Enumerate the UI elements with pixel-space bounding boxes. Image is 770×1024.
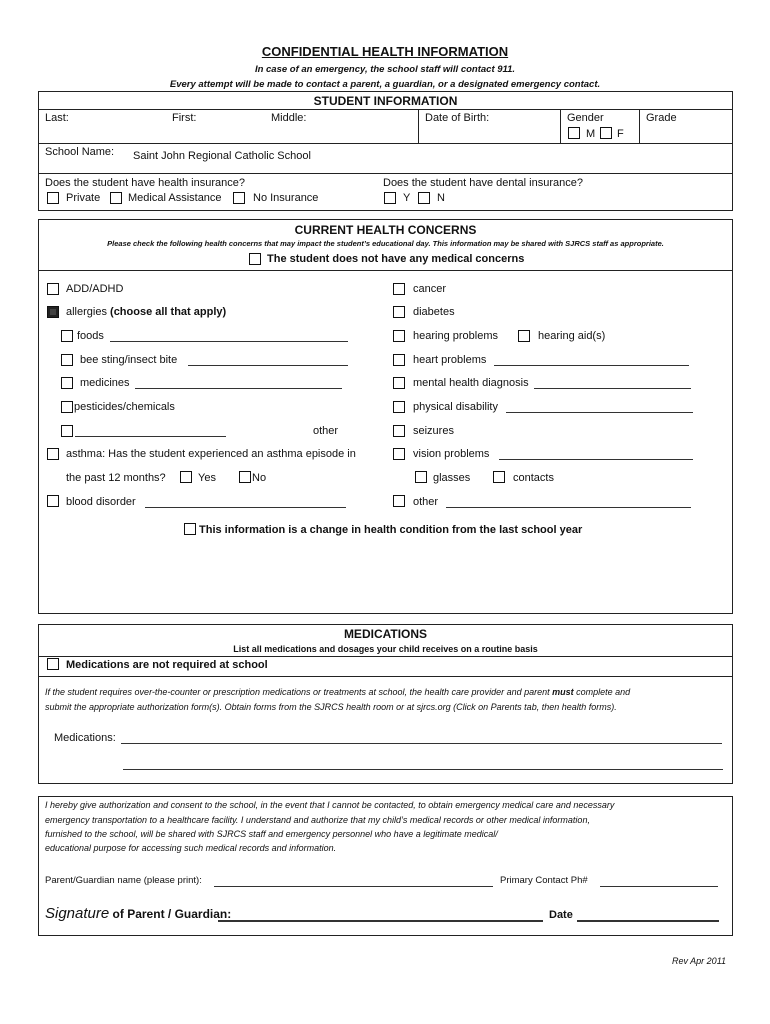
other-concern-line[interactable] bbox=[446, 507, 691, 508]
asthma-checkbox[interactable] bbox=[47, 448, 59, 460]
date-line[interactable] bbox=[577, 920, 719, 922]
glasses-label: glasses bbox=[433, 472, 471, 484]
hearing-problems-label: hearing problems bbox=[413, 330, 498, 342]
date-of-birth-label: Date of Birth: bbox=[425, 112, 490, 124]
physical-disability-label: physical disability bbox=[413, 401, 498, 413]
medications-instructions-line2: submit the appropriate authorization form(s). Obtain forms from the SJRCS health room or at sjrcs.org (Click on Parents tab, then health forms). bbox=[45, 702, 617, 712]
medicines-allergy-label: medicines bbox=[80, 377, 130, 389]
physical-disability-line[interactable] bbox=[506, 412, 693, 413]
health-concerns-note: Please check the following health concerns that may impact the student’s educational day. This information may be shared with SJRCS staff as appropriate. bbox=[107, 239, 664, 248]
instructions-text-a: If the student requires over-the-counter or prescription medications or treatments at school, the health care provider and parent bbox=[45, 687, 553, 697]
consent-line-3: furnished to the school, will be shared with SJRCS staff and emergency personnel who have a legitimate medical/ bbox=[45, 829, 498, 839]
other-allergy-checkbox[interactable] bbox=[61, 425, 73, 437]
last-name-label: Last: bbox=[45, 112, 69, 124]
contacts-label: contacts bbox=[513, 472, 554, 484]
gender-m-label: M bbox=[586, 128, 596, 140]
change-in-condition-label: This information is a change in health condition from the last school year bbox=[199, 524, 583, 536]
revision-note: Rev Apr 2011 bbox=[672, 956, 727, 966]
signature-rest: of Parent / Guardian: bbox=[109, 907, 232, 921]
dental-insurance-question: Does the student have dental insurance? bbox=[383, 177, 583, 189]
other-allergy-line[interactable] bbox=[75, 436, 226, 437]
medications-line-1[interactable] bbox=[121, 743, 722, 744]
bee-sting-line[interactable] bbox=[188, 365, 348, 366]
medications-not-required-label: Medications are not required at school bbox=[66, 659, 268, 671]
no-insurance-label: No Insurance bbox=[253, 192, 319, 204]
dental-yes-checkbox[interactable] bbox=[384, 192, 396, 204]
heart-problems-checkbox[interactable] bbox=[393, 354, 405, 366]
dental-no-checkbox[interactable] bbox=[418, 192, 430, 204]
blood-disorder-checkbox[interactable] bbox=[47, 495, 59, 507]
dental-yes-label: Y bbox=[403, 192, 411, 204]
medicines-allergy-checkbox[interactable] bbox=[61, 377, 73, 389]
date-label: Date bbox=[549, 909, 573, 921]
asthma-question-line2: the past 12 months? bbox=[66, 472, 166, 484]
parent-name-line[interactable] bbox=[214, 886, 493, 887]
gender-f-checkbox[interactable] bbox=[600, 127, 612, 139]
heart-problems-line[interactable] bbox=[494, 365, 689, 366]
seizures-checkbox[interactable] bbox=[393, 425, 405, 437]
other-concern-checkbox[interactable] bbox=[393, 495, 405, 507]
consent-line-2: emergency transportation to a healthcare facility. I understand and authorize that my child’s medical records or other medical information, bbox=[45, 815, 590, 825]
divider bbox=[38, 109, 733, 110]
bee-sting-label: bee sting/insect bite bbox=[80, 354, 178, 366]
gender-m-checkbox[interactable] bbox=[568, 127, 580, 139]
instructions-must: must bbox=[552, 687, 574, 697]
hearing-problems-checkbox[interactable] bbox=[393, 330, 405, 342]
cancer-label: cancer bbox=[413, 283, 447, 295]
emergency-note-2: Every attempt will be made to contact a parent, a guardian, or a designated emergency contact. bbox=[169, 79, 601, 90]
primary-contact-label: Primary Contact Ph# bbox=[500, 875, 588, 886]
cancer-checkbox[interactable] bbox=[393, 283, 405, 295]
no-insurance-checkbox[interactable] bbox=[233, 192, 245, 204]
pesticides-label: pesticides/chemicals bbox=[74, 401, 175, 413]
health-insurance-question: Does the student have health insurance? bbox=[45, 177, 245, 189]
medicines-allergy-line[interactable] bbox=[135, 388, 342, 389]
blood-disorder-label: blood disorder bbox=[66, 496, 136, 508]
other-concern-label: other bbox=[413, 496, 439, 508]
divider bbox=[418, 109, 419, 143]
add-adhd-checkbox[interactable] bbox=[47, 283, 59, 295]
divider bbox=[560, 109, 561, 143]
signature-word: Signature bbox=[45, 905, 110, 922]
foods-allergy-line[interactable] bbox=[110, 341, 348, 342]
school-name-label: School Name: bbox=[45, 146, 115, 158]
allergies-label bbox=[66, 306, 226, 318]
vision-problems-label: vision problems bbox=[413, 448, 490, 460]
private-insurance-label: Private bbox=[66, 192, 101, 204]
signature-line[interactable] bbox=[218, 920, 543, 922]
divider bbox=[38, 656, 733, 657]
asthma-yes-label: Yes bbox=[198, 472, 216, 484]
vision-problems-line[interactable] bbox=[499, 459, 693, 460]
vision-problems-checkbox[interactable] bbox=[393, 448, 405, 460]
contacts-checkbox[interactable] bbox=[493, 471, 505, 483]
physical-disability-checkbox[interactable] bbox=[393, 401, 405, 413]
asthma-no-label: No bbox=[252, 472, 267, 484]
gender-f-label: F bbox=[617, 128, 624, 140]
diabetes-label: diabetes bbox=[413, 306, 455, 318]
medications-instructions-line1 bbox=[45, 687, 630, 697]
seizures-label: seizures bbox=[413, 425, 454, 437]
mental-health-label: mental health diagnosis bbox=[413, 377, 529, 389]
medications-not-required-checkbox[interactable] bbox=[47, 658, 59, 670]
asthma-yes-checkbox[interactable] bbox=[180, 471, 192, 483]
divider bbox=[38, 270, 733, 271]
medications-title: MEDICATIONS bbox=[343, 627, 428, 641]
glasses-checkbox[interactable] bbox=[415, 471, 427, 483]
heart-problems-label: heart problems bbox=[413, 354, 487, 366]
medications-line-2[interactable] bbox=[123, 769, 723, 770]
divider bbox=[38, 143, 733, 144]
asthma-no-checkbox[interactable] bbox=[239, 471, 251, 483]
primary-contact-line[interactable] bbox=[600, 886, 718, 887]
medical-assistance-checkbox[interactable] bbox=[110, 192, 122, 204]
first-name-label: First: bbox=[172, 112, 197, 124]
divider bbox=[38, 676, 733, 677]
consent-line-1: I hereby give authorization and consent to the school, in the event that I cannot be contacted, to obtain emergency medical care and necessary bbox=[45, 800, 615, 810]
student-information-title: STUDENT INFORMATION bbox=[313, 94, 458, 108]
school-name-value[interactable]: Saint John Regional Catholic School bbox=[133, 150, 311, 162]
mental-health-checkbox[interactable] bbox=[393, 377, 405, 389]
private-insurance-checkbox[interactable] bbox=[47, 192, 59, 204]
medications-subtitle: List all medications and dosages your child receives on a routine basis bbox=[233, 644, 538, 654]
medical-assistance-label: Medical Assistance bbox=[128, 192, 222, 204]
add-adhd-label: ADD/ADHD bbox=[66, 283, 124, 295]
gender-label: Gender bbox=[567, 112, 604, 124]
emergency-note-1: In case of an emergency, the school staff will contact 911. bbox=[254, 64, 516, 75]
asthma-question-line1: asthma: Has the student experienced an asthma episode in bbox=[66, 448, 356, 460]
medications-label: Medications: bbox=[54, 732, 116, 744]
parent-name-label: Parent/Guardian name (please print): bbox=[45, 875, 202, 886]
allergies-checkbox[interactable] bbox=[47, 306, 59, 318]
health-concerns-title: CURRENT HEALTH CONCERNS bbox=[294, 223, 477, 237]
instructions-text-b: complete and bbox=[573, 687, 631, 697]
no-medical-concerns-label: The student does not have any medical concerns bbox=[267, 253, 525, 265]
mental-health-line[interactable] bbox=[534, 388, 691, 389]
foods-allergy-label: foods bbox=[77, 330, 104, 342]
hearing-aid-label: hearing aid(s) bbox=[538, 330, 606, 342]
other-allergy-label: other bbox=[313, 425, 339, 437]
hearing-aid-checkbox[interactable] bbox=[518, 330, 530, 342]
grade-label: Grade bbox=[646, 112, 677, 124]
allergies-hint: (choose all that apply) bbox=[110, 306, 227, 318]
foods-allergy-checkbox[interactable] bbox=[61, 330, 73, 342]
divider bbox=[38, 173, 733, 174]
dental-no-label: N bbox=[437, 192, 445, 204]
blood-disorder-line[interactable] bbox=[145, 507, 346, 508]
pesticides-checkbox[interactable] bbox=[61, 401, 73, 413]
middle-name-label: Middle: bbox=[271, 112, 307, 124]
diabetes-checkbox[interactable] bbox=[393, 306, 405, 318]
health-concerns-section bbox=[38, 219, 733, 614]
bee-sting-checkbox[interactable] bbox=[61, 354, 73, 366]
allergies-text: allergies bbox=[66, 306, 107, 318]
consent-line-4: educational purpose for accessing such medical records and information. bbox=[45, 843, 337, 853]
signature-label bbox=[45, 905, 231, 922]
divider bbox=[639, 109, 640, 143]
no-medical-concerns-checkbox[interactable] bbox=[249, 253, 261, 265]
change-in-condition-checkbox[interactable] bbox=[184, 523, 196, 535]
form-title: CONFIDENTIAL HEALTH INFORMATION bbox=[261, 44, 509, 59]
